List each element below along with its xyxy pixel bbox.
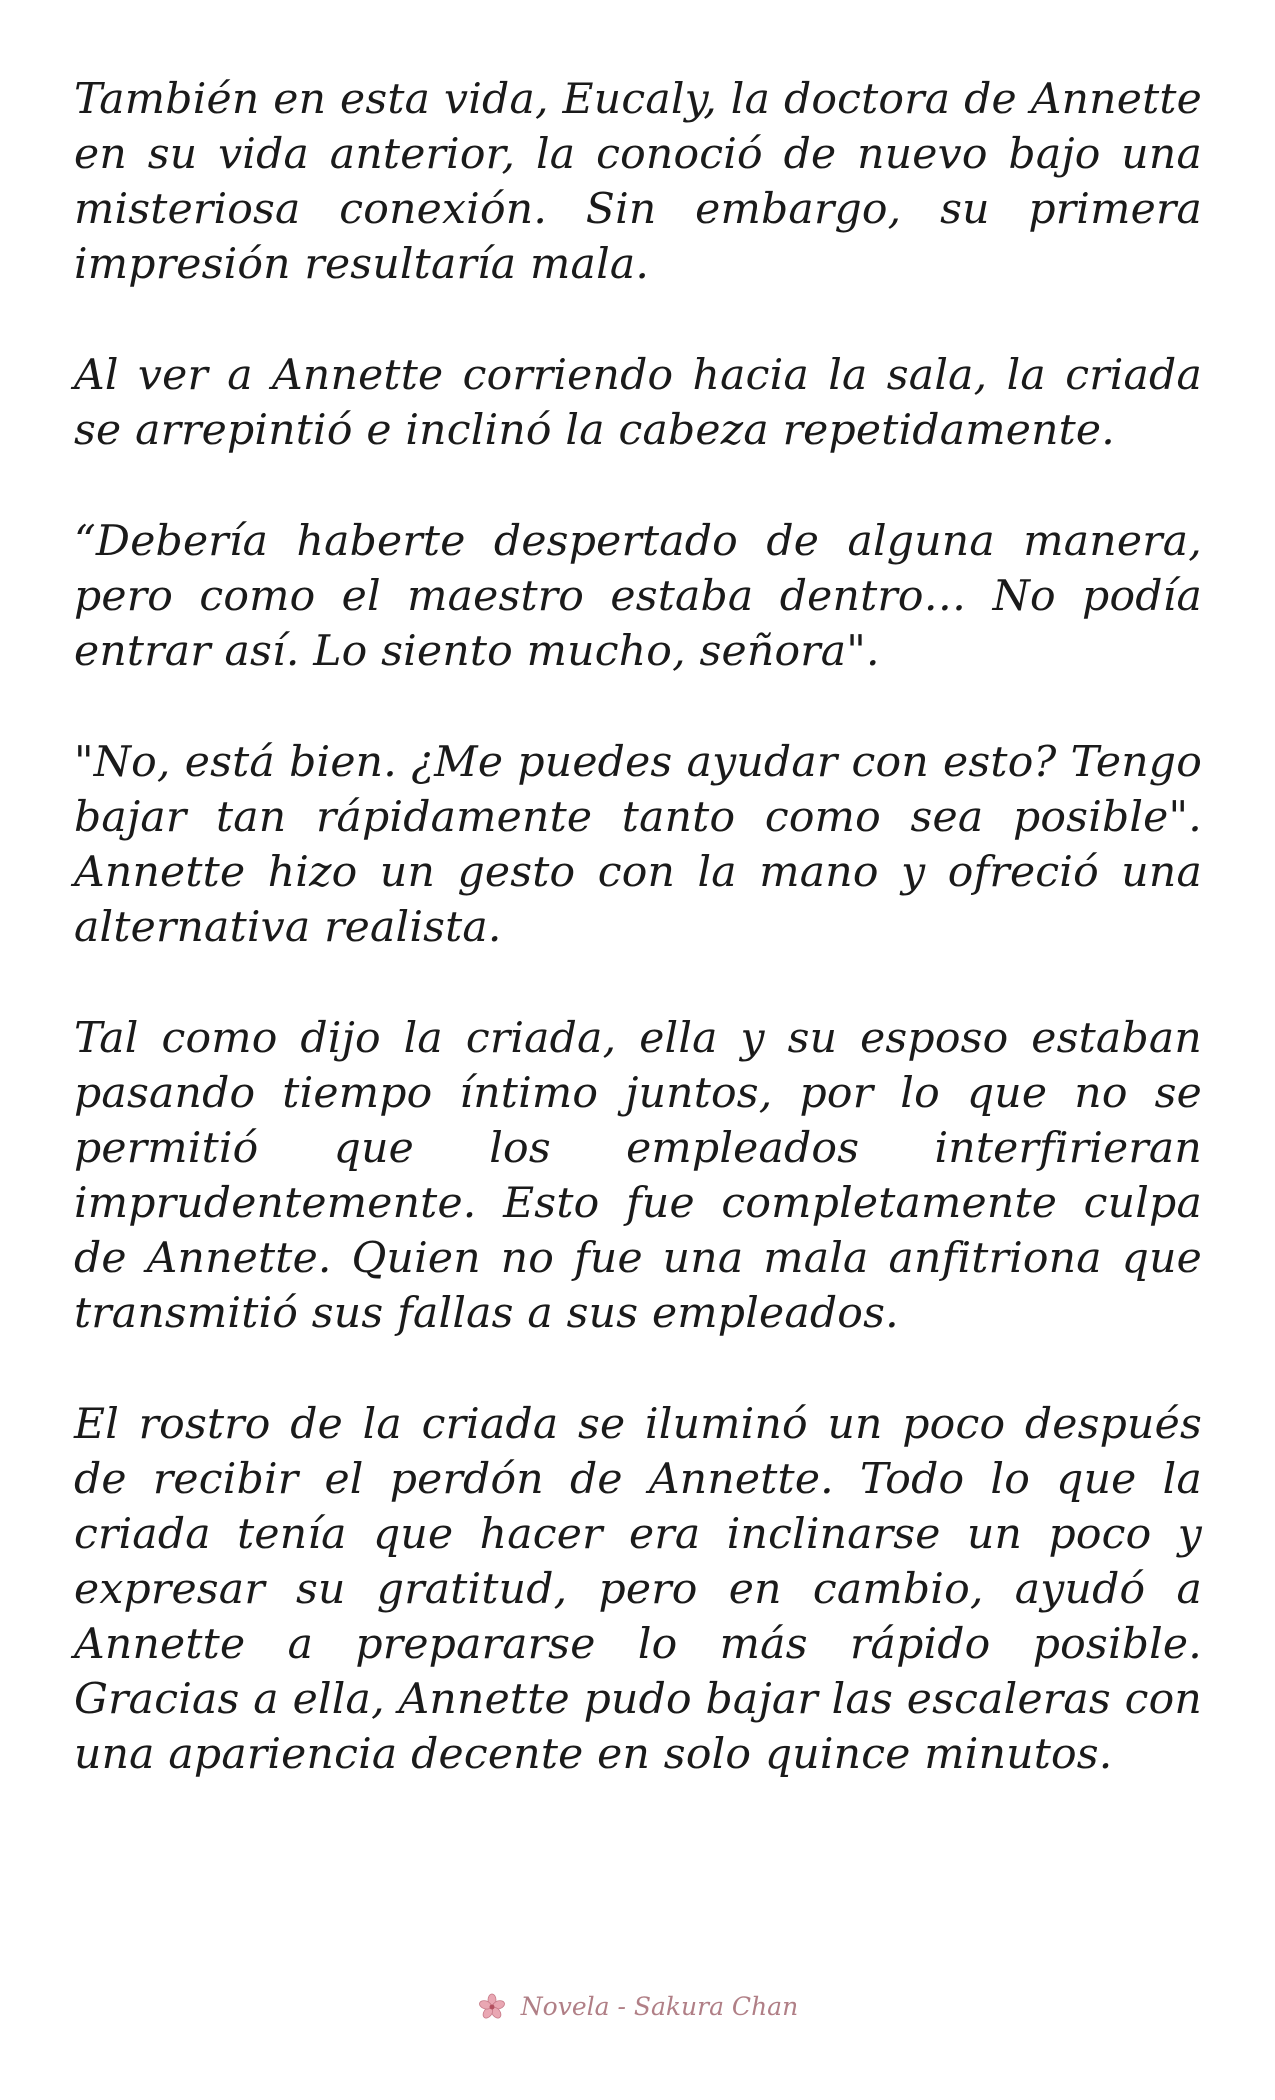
paragraph-2: Al ver a Annette corriendo hacia la sala, la criada se arrepintió e inclinó la cabeza repetidamente. [74, 351, 1202, 455]
paragraph-5: Tal como dijo la criada, ella y su esposo estaban pasando tiempo íntimo juntos, por lo que no se permitió que los empleados interfirieran imprudentemente. Esto fue completamente culpa de Annette. Quien no fue una mala anfitriona que transmitió sus fallas a sus empleados. [74, 1014, 1202, 1338]
paragraph-3: “Debería haberte despertado de alguna manera, pero como el maestro estaba dentro… No podía entrar así. Lo siento mucho, señora". [74, 517, 1202, 676]
paragraph-1: También en esta vida, Eucaly, la doctora de Annette en su vida anterior, la conoció de nuevo bajo una misteriosa conexión. Sin embargo, su primera impresión resultaría mala. [74, 75, 1202, 289]
watermark-text: Novela - Sakura Chan [520, 1992, 799, 2021]
watermark-footer [0, 1990, 1275, 2022]
sakura-flower-icon [477, 1992, 507, 2022]
document-body [74, 72, 1202, 1838]
paragraph-6: El rostro de la criada se iluminó un poco después de recibir el perdón de Annette. Todo lo que la criada tenía que hacer era inclinarse un poco y expresar su gratitud, pero en cambio, ayudó a Annette a prepararse lo más rápido posible. Gracias a ella, Annette pudo bajar las escaleras con una apariencia decente en solo quince minutos. [74, 1400, 1202, 1779]
paragraph-4: "No, está bien. ¿Me puedes ayudar con esto? Tengo bajar tan rápidamente tanto como sea posible". Annette hizo un gesto con la mano y ofreció una alternativa realista. [74, 738, 1202, 952]
